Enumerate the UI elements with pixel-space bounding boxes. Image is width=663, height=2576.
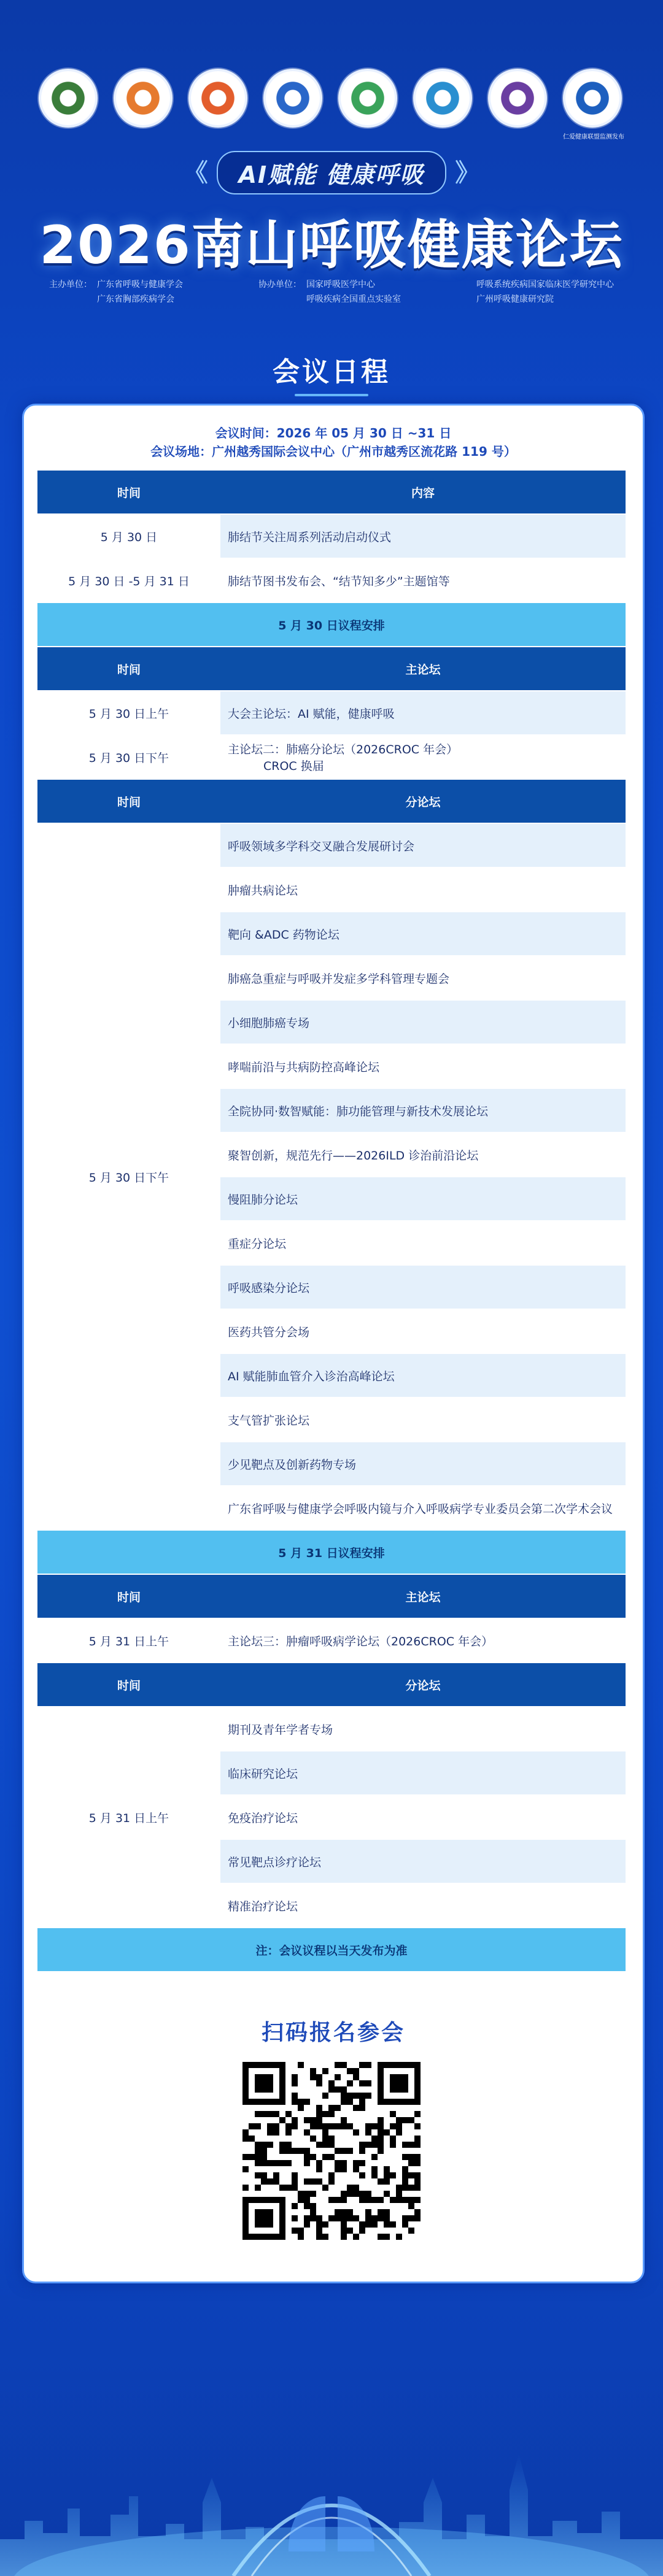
column-header-time: 时间 bbox=[37, 1574, 220, 1618]
table-cell: 肺结节关注周系列活动启动仪式 bbox=[220, 514, 626, 558]
table-cell: 肿瘤共病论坛 bbox=[220, 867, 626, 912]
table-cell: 支气管扩张论坛 bbox=[220, 1398, 626, 1442]
chevron-right-icon: 》 bbox=[455, 158, 480, 187]
logo-item bbox=[563, 69, 624, 140]
qr-code-icon[interactable] bbox=[242, 2062, 421, 2240]
table-cell: 常见靶点诊疗论坛 bbox=[220, 1839, 626, 1883]
co-org-2: 呼吸疾病全国重点实验室 bbox=[306, 294, 401, 304]
page-title: 2026南山呼吸健康论坛 bbox=[39, 215, 624, 276]
host-organizers bbox=[49, 277, 183, 307]
logo-item bbox=[413, 69, 472, 140]
table-row bbox=[37, 735, 626, 779]
logo-5-icon bbox=[338, 69, 397, 128]
table-row bbox=[37, 1928, 626, 1972]
logo-item bbox=[188, 69, 247, 140]
co-label: 协办单位： bbox=[258, 280, 301, 290]
table-row bbox=[37, 1707, 626, 1751]
table-cell: 医药共管分会场 bbox=[220, 1309, 626, 1353]
table-row bbox=[37, 1618, 626, 1663]
table-cell: 5 月 30 日下午 bbox=[37, 735, 220, 779]
logo-item bbox=[263, 69, 322, 140]
day-band-0531: 5 月 31 日议程安排 bbox=[37, 1530, 626, 1574]
column-header-time: 时间 bbox=[37, 779, 220, 823]
section-underline bbox=[295, 394, 368, 396]
tagline-banner bbox=[0, 151, 663, 194]
section-title bbox=[0, 350, 663, 396]
table-cell: 呼吸感染分论坛 bbox=[220, 1265, 626, 1309]
logo-6-icon bbox=[413, 69, 472, 128]
logo-item bbox=[114, 69, 173, 140]
table-row bbox=[37, 514, 626, 558]
logo-1-icon bbox=[39, 69, 98, 128]
table-cell: 靶向 &ADC 药物论坛 bbox=[220, 912, 626, 956]
schedule-table bbox=[37, 471, 626, 1972]
table-row bbox=[37, 1663, 626, 1707]
tagline: AI赋能 健康呼吸 bbox=[217, 151, 447, 194]
section-title-text: 会议日程 bbox=[273, 356, 390, 388]
logo-2-icon bbox=[114, 69, 173, 128]
table-row bbox=[37, 471, 626, 514]
logo-item bbox=[39, 69, 98, 140]
host-label: 主办单位： bbox=[49, 280, 92, 290]
logo-3-icon bbox=[188, 69, 247, 128]
logo-8-icon bbox=[563, 69, 622, 128]
table-row bbox=[37, 691, 626, 735]
co-org-1: 国家呼吸医学中心 bbox=[306, 280, 375, 290]
table-row bbox=[37, 602, 626, 647]
table-row bbox=[37, 1530, 626, 1574]
table-cell: 5 月 30 日下午 bbox=[37, 823, 220, 1530]
meeting-venue: 会议场地：广州越秀国际会议中心（广州市越秀区流花路 119 号） bbox=[150, 444, 516, 459]
table-cell bbox=[220, 735, 626, 779]
column-header-time: 时间 bbox=[37, 471, 220, 514]
logo-item bbox=[338, 69, 397, 140]
co-org-3: 呼吸系统疾病国家临床医学研究中心 bbox=[476, 280, 614, 290]
table-cell: 小细胞肺癌专场 bbox=[220, 1000, 626, 1044]
table-cell: 大会主论坛：AI 赋能，健康呼吸 bbox=[220, 691, 626, 735]
table-cell: 呼吸领域多学科交叉融合发展研讨会 bbox=[220, 823, 626, 867]
schedule-card bbox=[22, 404, 645, 2283]
table-cell: 临床研究论坛 bbox=[220, 1751, 626, 1795]
table-cell: 聚智创新，规范先行——2026ILD 诊治前沿论坛 bbox=[220, 1132, 626, 1177]
table-cell: 少见靶点及创新药物专场 bbox=[220, 1442, 626, 1486]
meeting-time: 会议时间：2026 年 05 月 30 日 ~31 日 bbox=[215, 426, 452, 440]
logo-row bbox=[0, 69, 663, 140]
chevron-left-icon: 《 bbox=[183, 158, 208, 187]
table-cell: 肺结节图书发布会、“结节知多少”主题馆等 bbox=[220, 558, 626, 602]
column-header-main: 主论坛 bbox=[220, 647, 626, 691]
co-organizers bbox=[258, 277, 401, 307]
table-cell: 肺癌急重症与呼吸并发症多学科管理专题会 bbox=[220, 956, 626, 1000]
table-cell: 5 月 31 日上午 bbox=[37, 1707, 220, 1928]
schedule-note: 注：会议议程以当天发布为准 bbox=[37, 1928, 626, 1972]
table-row bbox=[37, 779, 626, 823]
table-cell: 5 月 30 日 bbox=[37, 514, 220, 558]
table-cell: 5 月 31 日上午 bbox=[37, 1618, 220, 1663]
table-cell: 5 月 30 日上午 bbox=[37, 691, 220, 735]
organizers bbox=[49, 277, 614, 307]
logo-item bbox=[488, 69, 547, 140]
table-cell: 慢阻肺分论坛 bbox=[220, 1177, 626, 1221]
meeting-meta bbox=[24, 424, 643, 461]
cell-line: CROC 换届 bbox=[263, 759, 324, 773]
co-org-4: 广州呼吸健康研究院 bbox=[476, 294, 554, 304]
table-cell: 重症分论坛 bbox=[220, 1221, 626, 1265]
column-header-time: 时间 bbox=[37, 1663, 220, 1707]
table-cell: 精准治疗论坛 bbox=[220, 1883, 626, 1928]
cell-line: 主论坛二：肺癌分论坛（2026CROC 年会） bbox=[228, 743, 459, 756]
table-cell: 免疫治疗论坛 bbox=[220, 1795, 626, 1839]
logo-4-icon bbox=[263, 69, 322, 128]
table-cell: 全院协同·数智赋能：肺功能管理与新技术发展论坛 bbox=[220, 1088, 626, 1132]
table-cell: AI 赋能肺血管介入诊治高峰论坛 bbox=[220, 1353, 626, 1398]
column-header-time: 时间 bbox=[37, 647, 220, 691]
host-org-1: 广东省呼吸与健康学会 bbox=[97, 280, 183, 290]
table-cell: 5 月 30 日 -5 月 31 日 bbox=[37, 558, 220, 602]
host-org-2: 广东省胸部疾病学会 bbox=[97, 294, 174, 304]
table-row bbox=[37, 647, 626, 691]
scan-title: 扫码报名参会 bbox=[261, 2020, 405, 2045]
table-cell: 广东省呼吸与健康学会呼吸内镜与介入呼吸病学专业委员会第二次学术会议 bbox=[220, 1486, 626, 1530]
day-band-0530: 5 月 30 日议程安排 bbox=[37, 602, 626, 647]
column-header-sub: 分论坛 bbox=[220, 779, 626, 823]
table-cell: 主论坛三：肿瘤呼吸病学论坛（2026CROC 年会） bbox=[220, 1618, 626, 1663]
city-skyline-icon bbox=[0, 2294, 663, 2576]
table-cell: 期刊及青年学者专场 bbox=[220, 1707, 626, 1751]
table-row bbox=[37, 823, 626, 867]
column-header-content: 内容 bbox=[220, 471, 626, 514]
table-row bbox=[37, 1574, 626, 1618]
logo-caption: 仁爱健康联盟监测发布 bbox=[563, 134, 624, 140]
column-header-sub: 分论坛 bbox=[220, 1663, 626, 1707]
table-row bbox=[37, 558, 626, 602]
logo-7-icon bbox=[488, 69, 547, 128]
co-organizers-2 bbox=[476, 277, 614, 307]
table-cell: 哮喘前沿与共病防控高峰论坛 bbox=[220, 1044, 626, 1088]
column-header-main: 主论坛 bbox=[220, 1574, 626, 1618]
